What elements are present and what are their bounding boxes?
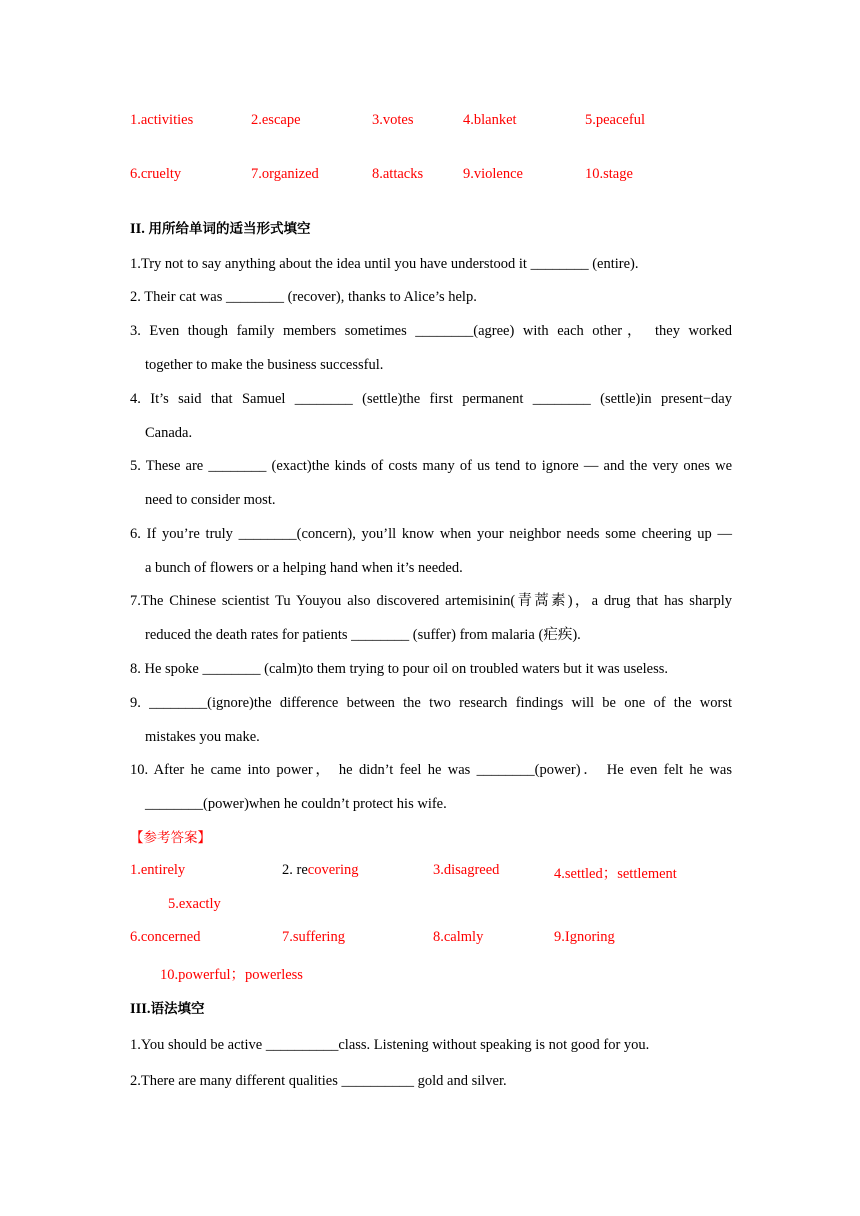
answer-item: 6.concerned: [130, 929, 201, 945]
answer-item: 7.organized: [251, 166, 319, 182]
question-5-line-1: 5. These are ________ (exact)the kinds of costs many of us tend to ignore — and the very ones we: [130, 458, 732, 474]
section-title: 语法填空: [150, 1001, 205, 1017]
question-3-line-2: together to make the business successful.: [145, 357, 384, 373]
grammar-question-1: 1.You should be active __________class. Listening without speaking is not good for you.: [130, 1037, 650, 1053]
section-number: II.: [130, 221, 145, 237]
answer-item: 8.calmly: [433, 929, 484, 945]
answer-item: 3.disagreed: [433, 862, 500, 878]
grammar-question-2: 2.There are many different qualities __________ gold and silver.: [130, 1073, 507, 1089]
section-title: 用所给单词的适当形式填空: [148, 221, 311, 237]
question-10-line-2: ________(power)when he couldn’t protect his wife.: [145, 796, 447, 812]
answer-item: 5.peaceful: [585, 112, 645, 128]
reference-answer-row-2b: [0, 963, 860, 983]
answer-item: 10.powerful；powerless: [160, 967, 303, 983]
answer-item: 4.blanket: [463, 112, 517, 128]
reference-answer-row-2: [0, 929, 860, 949]
answer-item: 9.violence: [463, 166, 523, 182]
answer-suffix: covering: [307, 862, 359, 878]
answer-item: 10.stage: [585, 166, 633, 182]
answer-item: 1.activities: [130, 112, 194, 128]
answer-item: [282, 862, 359, 879]
answer-item: 9.Ignoring: [554, 929, 615, 945]
reference-answer-row-1b: [0, 896, 860, 916]
answer-item: 7.suffering: [282, 929, 345, 945]
question-7-line-1: 7.The Chinese scientist Tu Youyou also discovered artemisinin(青蒿素)，a drug that has sharply: [130, 593, 732, 609]
reference-answer-label: 【参考答案】: [130, 830, 211, 846]
question-7-line-2: reduced the death rates for patients ________ (suffer) from malaria (疟疾).: [145, 627, 581, 643]
question-9-line-1: 9. ________(ignore)the difference between the two research findings will be one of the worst: [130, 695, 732, 711]
question-6-line-1: 6. If you’re truly ________(concern), you’ll know when your neighbor needs some cheering up —: [130, 526, 732, 542]
answer-prefix: 2. re: [282, 862, 308, 878]
question-8: 8. He spoke ________ (calm)to them trying to pour oil on troubled waters but it was useless.: [130, 661, 669, 677]
answer-item: 3.votes: [372, 112, 414, 128]
answer-row-2: [0, 166, 860, 186]
question-4-line-2: Canada.: [145, 425, 193, 441]
reference-answer-row-1: [0, 862, 860, 882]
section-2-heading: [130, 219, 732, 239]
question-3-line-1: 3. Even though family members sometimes ________(agree) with each other， they worked: [130, 323, 732, 339]
question-9-line-2: mistakes you make.: [145, 729, 260, 745]
answer-item: 4.settled；settlement: [554, 866, 677, 882]
answer-item: 1.entirely: [130, 862, 186, 878]
question-1: 1.Try not to say anything about the idea until you have understood it ________ (entire).: [130, 256, 639, 272]
question-4-line-1: 4. It’s said that Samuel ________ (settle)the first permanent ________ (settle)in present−day: [130, 391, 732, 407]
answer-item: 5.exactly: [168, 896, 221, 912]
question-2: 2. Their cat was ________ (recover), thanks to Alice’s help.: [130, 289, 477, 305]
section-number: III.: [130, 1001, 151, 1017]
answer-item: 8.attacks: [372, 166, 424, 182]
question-6-line-2: a bunch of flowers or a helping hand when it’s needed.: [145, 560, 463, 576]
answer-item: 2.escape: [251, 112, 301, 128]
question-10-line-1: 10. After he came into power， he didn’t feel he was ________(power)． He even felt he was: [130, 762, 732, 778]
section-3-heading: [130, 999, 732, 1019]
answer-row-1: [0, 112, 860, 132]
question-5-line-2: need to consider most.: [145, 492, 276, 508]
answer-item: 6.cruelty: [130, 166, 182, 182]
